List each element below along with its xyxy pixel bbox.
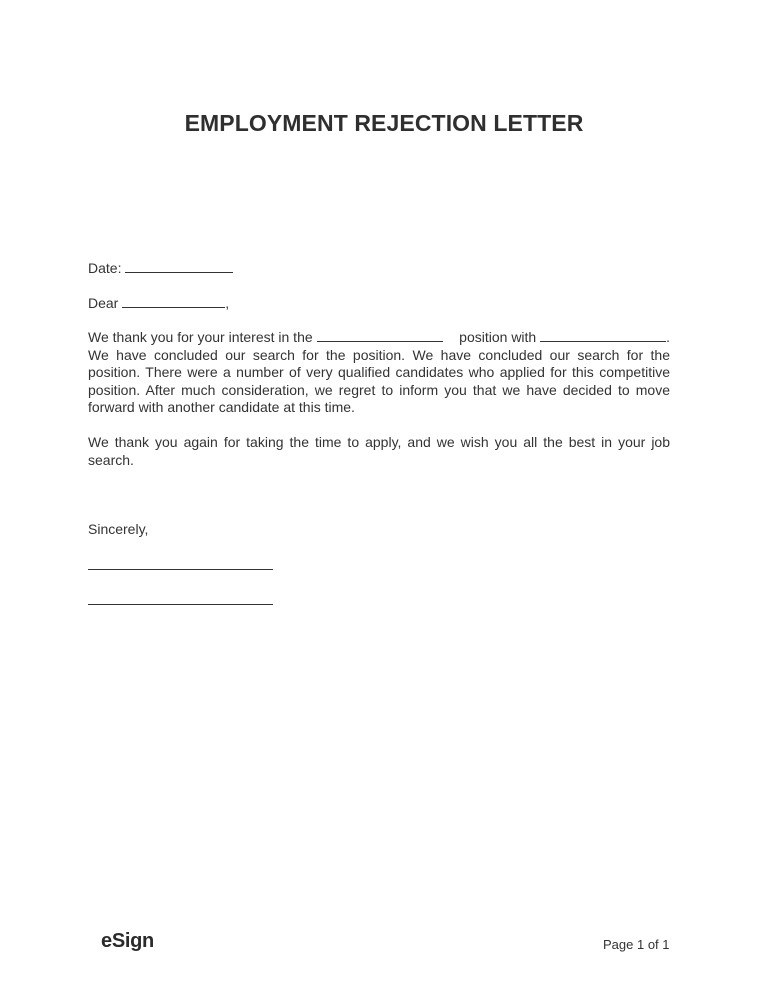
paragraph-1-part2: position with (459, 329, 537, 345)
position-field[interactable] (317, 329, 443, 342)
paragraph-2: We thank you again for taking the time to apply, and we wish you all the best in your job search. (88, 434, 670, 468)
salutation-prefix: Dear (88, 295, 119, 311)
paragraph-1-part1: We thank you for your interest in the (88, 329, 313, 345)
date-field[interactable] (125, 260, 233, 273)
date-label: Date: (88, 260, 122, 276)
date-line (88, 260, 670, 278)
printed-name-line[interactable] (88, 604, 273, 605)
paragraph-1-part3: . (666, 329, 670, 345)
paragraph-1-rest: We have concluded our search for the position. We have concluded our search for the position. There were a number of very qualified candidates who applied for this competitive position. After much consideration, we regret to inform you that we have decided to move forward with another candidate at this time. (88, 346, 670, 416)
document-title: EMPLOYMENT REJECTION LETTER (184, 110, 584, 136)
recipient-name-field[interactable] (122, 295, 225, 308)
company-field[interactable] (540, 329, 666, 342)
closing: Sincerely, (88, 521, 149, 537)
salutation-suffix: , (225, 295, 230, 311)
paragraph-1 (88, 329, 670, 417)
page-number: Page 1 of 1 (603, 937, 670, 952)
signature-line[interactable] (88, 569, 273, 570)
esign-logo: eSign (101, 930, 154, 952)
salutation-line (88, 295, 670, 313)
